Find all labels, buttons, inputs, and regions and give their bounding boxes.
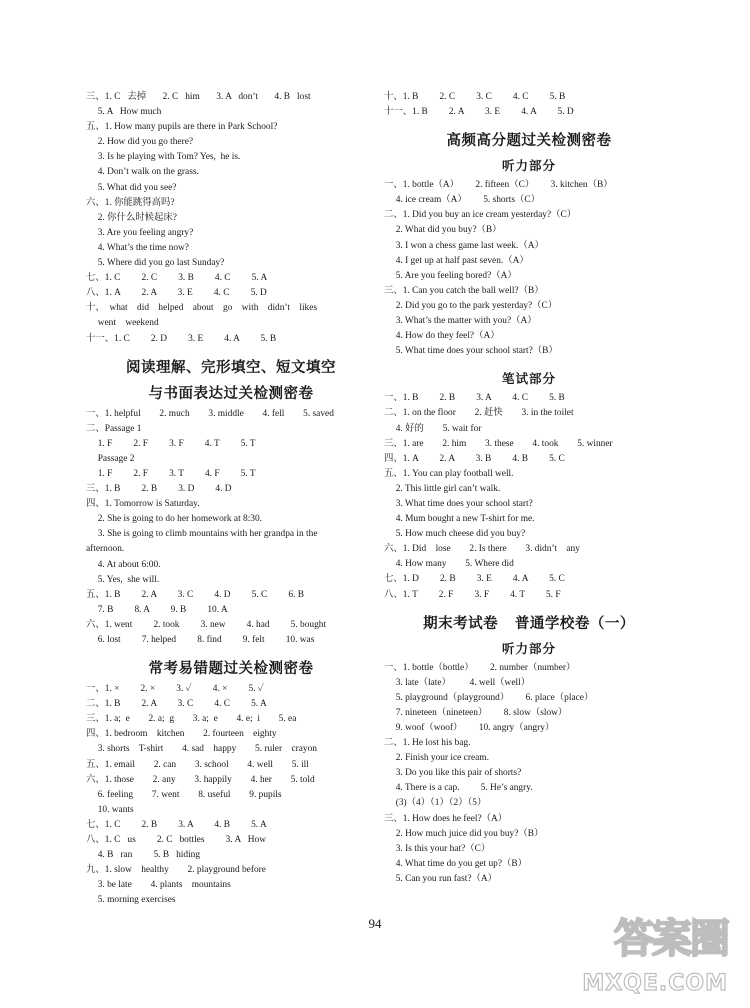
answer-line: 三、1. Can you catch the ball well?（B） (384, 285, 544, 296)
page-number: 94 (368, 916, 382, 931)
answer-line: 4. How do they feel?（A） (384, 331, 500, 342)
answer-line: 2. Finish your ice cream. (384, 753, 489, 764)
section-heading: 阅读理解、完形填空、短文填空 (126, 359, 336, 376)
answer-line: 一、1. bottle（A） 2. fifteen（C） 3. kitchen（B） (384, 180, 613, 191)
answer-line: 2. How much juice did you buy?（B） (384, 828, 544, 839)
answer-line: 二、1. B 2. A 3. C 4. C 5. A (86, 699, 267, 710)
answer-line: 八、1. A 2. A 3. E 4. C 5. D (86, 288, 267, 299)
answer-line: 3. be late 4. plants mountains (86, 880, 231, 891)
answer-line: 1. F 2. F 3. T 4. F 5. T (86, 468, 256, 479)
left-column (86, 90, 376, 909)
answer-line: 五、1. You can play football well. (384, 468, 514, 479)
answer-line: 七、1. C 2. B 3. A 4. B 5. A (86, 819, 267, 830)
watermark-text: MXQE.COM (582, 971, 728, 996)
answer-line: 3. shorts T-shirt 4. sad happy 5. ruler crayon (86, 744, 317, 755)
answer-line: 六、1. those 2. any 3. happily 4. her 5. told (86, 774, 315, 785)
section-spacer (86, 347, 376, 355)
answer-line: 1. F 2. F 3. F 4. T 5. T (86, 438, 256, 449)
answer-line: 4. How many 5. Where did (384, 559, 514, 570)
answer-line: 九、1. slow healthy 2. playground before (86, 865, 266, 876)
answer-line: 6. feeling 7. went 8. useful 9. pupils (86, 789, 282, 800)
answer-line: 4. 好的 5. wait for (384, 423, 482, 434)
answer-line: 七、1. D 2. B 3. E 4. A 5. C (384, 574, 565, 585)
answer-line: 5. playground（playground） 6. place（place） (384, 692, 594, 703)
answer-line: 4. ice cream（A） 5. shorts（C） (384, 195, 540, 206)
answer-line: 2. What did you buy?（B） (384, 225, 502, 236)
answer-line: 4. At about 6:00. (86, 559, 161, 570)
watermark-glyphs: 答案圈 (614, 916, 728, 962)
answer-line: Passage 2 (86, 453, 135, 464)
answer-line: 八、1. C us 2. C bottles 3. A How (86, 835, 266, 846)
answer-line: 4. What’s the time now? (86, 242, 189, 253)
section-spacer (384, 359, 674, 367)
answer-line: 十一、1. C 2. D 3. E 4. A 5. B (86, 333, 277, 344)
answer-line: 4. Don’t walk on the grass. (86, 167, 199, 178)
answer-line: 5. Can you run fast?（A） (384, 873, 498, 884)
answer-line: 4. I get up at half past seven.（A） (384, 255, 529, 266)
answer-line: 6. lost 7. helped 8. find 9. felt 10. was (86, 635, 315, 645)
section-spacer (384, 120, 674, 128)
answer-line: 十、 what did helped about go with didn’t likes (86, 303, 318, 314)
answer-line: 三、1. C 去掉 2. C him 3. A don’t 4. B lost (86, 92, 311, 102)
answer-line: (3)（4）（1）（2）（5） (384, 798, 487, 809)
section-heading: 期末考试卷 普通学校卷（一） (423, 615, 635, 632)
answer-line: 4. What time do you get up?（B） (384, 858, 528, 869)
section-subheading: 笔试部分 (501, 371, 556, 387)
answer-line: 5. Yes, she will. (86, 574, 160, 585)
answer-line: 3. Is this your hat?（C） (384, 843, 491, 854)
answer-line: 2. 你什么时候起床? (86, 212, 177, 223)
answer-line: 3. Are you feeling angry? (86, 227, 194, 238)
section-subheading: 听力部分 (501, 158, 556, 174)
watermark-logo (578, 908, 728, 1000)
answer-line: 三、1. B 2. B 3. D 4. D (86, 484, 232, 495)
answer-line: 7. B 8. A 9. B 10. A (86, 604, 228, 615)
answer-line: 一、1. B 2. B 3. A 4. C 5. B (384, 393, 565, 404)
answer-line: 5. Where did you go last Sunday? (86, 258, 225, 269)
answer-line: 5. What did you see? (86, 182, 177, 193)
answer-line: 9. woof（woof） 10. angry（angry） (384, 723, 555, 733)
answer-line: 六、1. Did lose 2. Is there 3. didn’t any (384, 544, 580, 555)
answer-line: 2. How did you go there? (86, 137, 194, 148)
answer-line: 六、1. went 2. took 3. new 4. had 5. bought (86, 619, 327, 630)
answer-line: 六、1. 你能跳得高吗? (86, 197, 175, 208)
answer-line: 五、1. How many pupils are there in Park School? (86, 122, 278, 133)
answer-line: afternoon. (86, 544, 125, 555)
answer-line: 4. There is a cap. 5. He’s angry. (384, 783, 533, 794)
answer-line: 四、1. Tomorrow is Saturday. (86, 499, 200, 510)
answer-line: 八、1. T 2. F 3. F 4. T 5. F (384, 589, 561, 600)
section-heading: 高频高分题过关检测密卷 (446, 133, 612, 150)
answer-line: 七、1. C 2. C 3. B 4. C 5. A (86, 273, 268, 284)
section-spacer (86, 648, 376, 656)
section-heading: 常考易错题过关检测密卷 (148, 661, 314, 678)
answer-line: 4. Mum bought a new T-shirt for me. (384, 514, 535, 525)
answer-line: 3. Do you like this pair of shorts? (384, 768, 522, 779)
answer-line: went weekend (86, 318, 159, 329)
answer-line: 十一、1. B 2. A 3. E 4. A 5. D (384, 107, 574, 118)
section-spacer (384, 603, 674, 611)
answer-line: 一、1. helpful 2. much 3. middle 4. fell 5. saved (86, 408, 334, 419)
right-column (384, 90, 674, 887)
answer-line: 5. morning exercises (86, 895, 176, 906)
section-subheading: 听力部分 (501, 640, 556, 656)
answer-line: 四、1. A 2. A 3. B 4. B 5. C (384, 453, 565, 464)
answer-line: 5. Are you feeling bored?（A） (384, 270, 517, 281)
answer-line: 10. wants (86, 804, 134, 815)
answer-line: 二、1. on the floor 2. 赶快 3. in the toilet (384, 408, 574, 419)
answer-line: 三、1. are 2. him 3. these 4. took 5. winner (384, 438, 613, 449)
answer-line: 5. What time does your school start?（B） (384, 346, 558, 357)
answer-line: 5. How much cheese did you buy? (384, 529, 526, 540)
answer-line: 3. late（late） 4. well（well） (384, 677, 531, 688)
answer-line: 3. I won a chess game last week.（A） (384, 240, 544, 251)
answer-line: 三、1. How does he feel?（A） (384, 813, 508, 824)
answer-line: 4. B ran 5. B hiding (86, 850, 201, 861)
answer-line: 五、1. B 2. A 3. C 4. D 5. C 6. B (86, 589, 304, 600)
answer-line: 三、1. a; e 2. a; g 3. a; e 4. e; i 5. ea (86, 714, 297, 725)
answer-line: 四、1. bedroom kitchen 2. fourteen eighty (86, 729, 277, 740)
section-heading: 与书面表达过关检测密卷 (148, 385, 314, 402)
answer-line: 7. nineteen（nineteen） 8. slow（slow） (384, 707, 568, 718)
answer-line: 3. Is he playing with Tom? Yes, he is. (86, 152, 241, 163)
answer-line: 一、1. bottle（bottle） 2. number（number） (384, 662, 576, 673)
answer-line: 3. What time does your school start? (384, 498, 533, 509)
answer-line: 3. What’s the matter with you?（A） (384, 316, 537, 327)
answer-line: 2. Did you go to the park yesterday?（C） (384, 300, 558, 311)
answer-line: 2. She is going to do her homework at 8:30. (86, 514, 263, 525)
answer-line: 3. She is going to climb mountains with her grandpa in the (86, 529, 318, 540)
answer-line: 五、1. email 2. can 3. school 4. well 5. ill (86, 759, 309, 770)
answer-line: 二、1. He lost his bag. (384, 738, 471, 749)
answer-line: 一、1. × 2. × 3. ✓ 4. × 5. ✓ (86, 684, 264, 695)
answer-line: 二、Passage 1 (86, 423, 142, 434)
answer-line: 5. A How much (86, 107, 162, 118)
answer-line: 二、1. Did you buy an ice cream yesterday?（C） (384, 210, 577, 221)
answer-line: 2. This little girl can’t walk. (384, 483, 501, 494)
answer-line: 十、1. B 2. C 3. C 4. C 5. B (384, 92, 566, 102)
